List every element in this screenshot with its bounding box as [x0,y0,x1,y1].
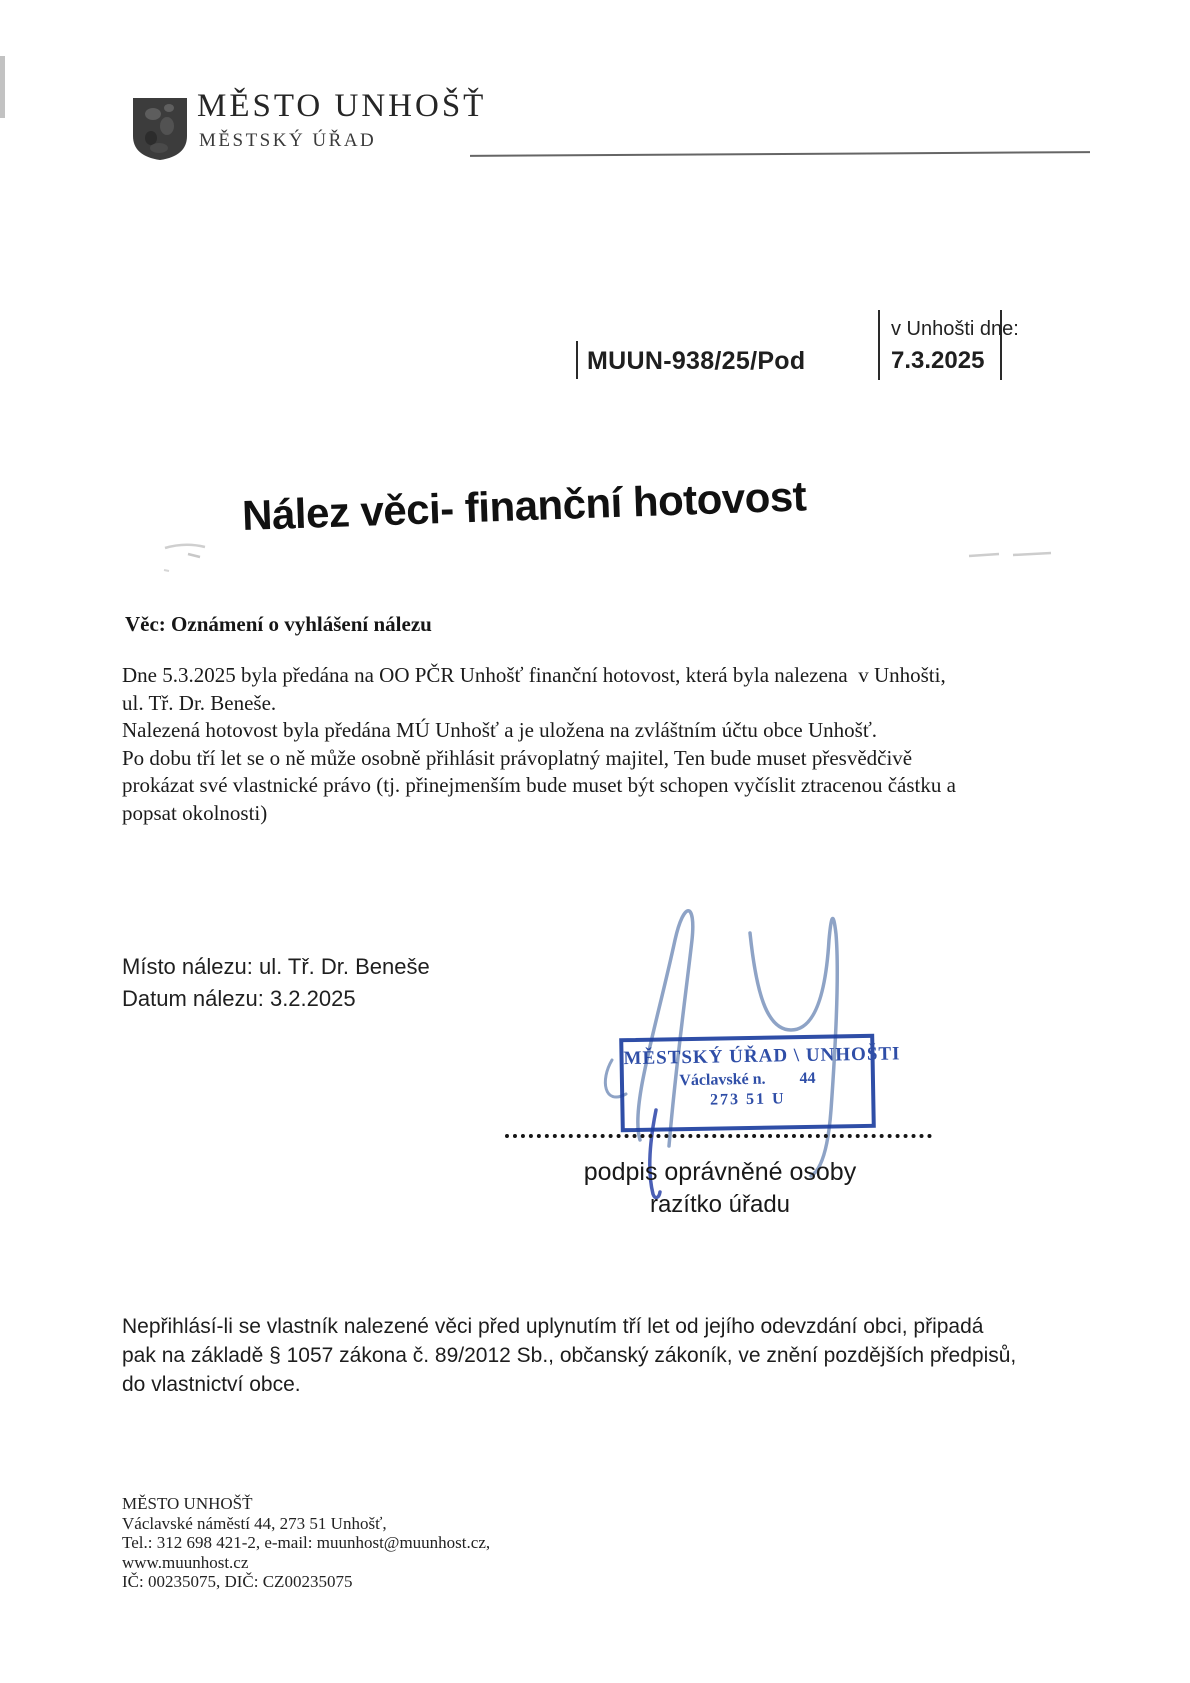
footer-address: Václavské náměstí 44, 273 51 Unhošť, [122,1513,387,1533]
date-cell-border-left [878,310,880,380]
body-line: prokázat své vlastnické právo (tj. přinejmenším bude muset být schopen vyčíslit ztracenou částku a [122,773,956,798]
organization-name: MĚSTO UNHOŠŤ [197,88,487,124]
legal-paragraph [122,1312,1016,1399]
organization-department: MĚSTSKÝ ÚŘAD [199,130,377,151]
body-line: ul. Tř. Dr. Beneše. [122,690,277,715]
footer-phone-email: Tel.: 312 698 421-2, e-mail: muunhost@muunhost.cz, [122,1533,491,1552]
stamp-street: Václavské n. [679,1070,766,1090]
document-title: Nález věci- finanční hotovost [241,472,807,540]
stamp-postal-code: 273 51 U [709,1090,786,1109]
signature-captions [505,1158,935,1219]
body-line: Po dobu tří let se o ně může osobně přihlásit právoplatný majitel, Ten bude muset přesvědčivě [122,745,913,770]
document-date: 7.3.2025 [891,347,985,374]
scan-smudge-artifact [160,538,230,574]
body-line: Dne 5.3.2025 byla předána na OO PČR Unhošť finanční hotovost, která byla nalezena v Unhošti, [122,663,946,687]
find-date: Datum nálezu: 3.2.2025 [122,986,356,1011]
scan-dash-artifact [965,548,1055,562]
legal-line: do vlastnictví obce. [122,1373,301,1396]
stamp-address [624,1069,871,1091]
subject-line: Věc: Oznámení o vyhlášení nálezu [125,612,432,636]
body-paragraph [122,662,956,828]
scan-edge-artifact [0,56,5,118]
find-details [122,951,430,1015]
coat-of-arms-icon [131,96,189,161]
file-number-cell-border [576,341,578,379]
stamp-caption: razítko úřadu [649,1191,791,1218]
file-number: MUUN-938/25/Pod [587,347,806,375]
legal-line: pak na základě § 1057 zákona č. 89/2012 Sb., občanský zákoník, ve znění pozdějších předpisů, [122,1344,1017,1367]
footer-contact-block [122,1494,490,1592]
legal-line: Nepřihlásí-li se vlastník nalezené věci před uplynutím tří let od jejího odevzdání obci, připadá [122,1315,984,1338]
body-line: popsat okolnosti) [122,800,268,825]
stamp-office-name: MĚSTSKÝ ÚŘAD \ UNHOŠTI [623,1043,901,1070]
body-line: Nalezená hotovost byla předána MÚ Unhošť a je uložena na zvláštním účtu obce Unhošť. [122,718,878,743]
header-divider [470,151,1090,157]
footer-ids: IČ: 00235075, DIČ: CZ00235075 [122,1572,353,1591]
stamp-number: 44 [799,1069,816,1088]
signature-dotted-line [505,1134,932,1138]
find-place: Místo nálezu: ul. Tř. Dr. Beneše [122,954,430,979]
office-stamp [619,1034,901,1132]
place-date-label: v Unhošti dne: [891,318,1019,340]
signature-caption: podpis oprávněné osoby [583,1158,857,1186]
footer-org-name: MĚSTO UNHOŠŤ [122,1494,253,1513]
footer-website: www.muunhost.cz [122,1552,249,1572]
